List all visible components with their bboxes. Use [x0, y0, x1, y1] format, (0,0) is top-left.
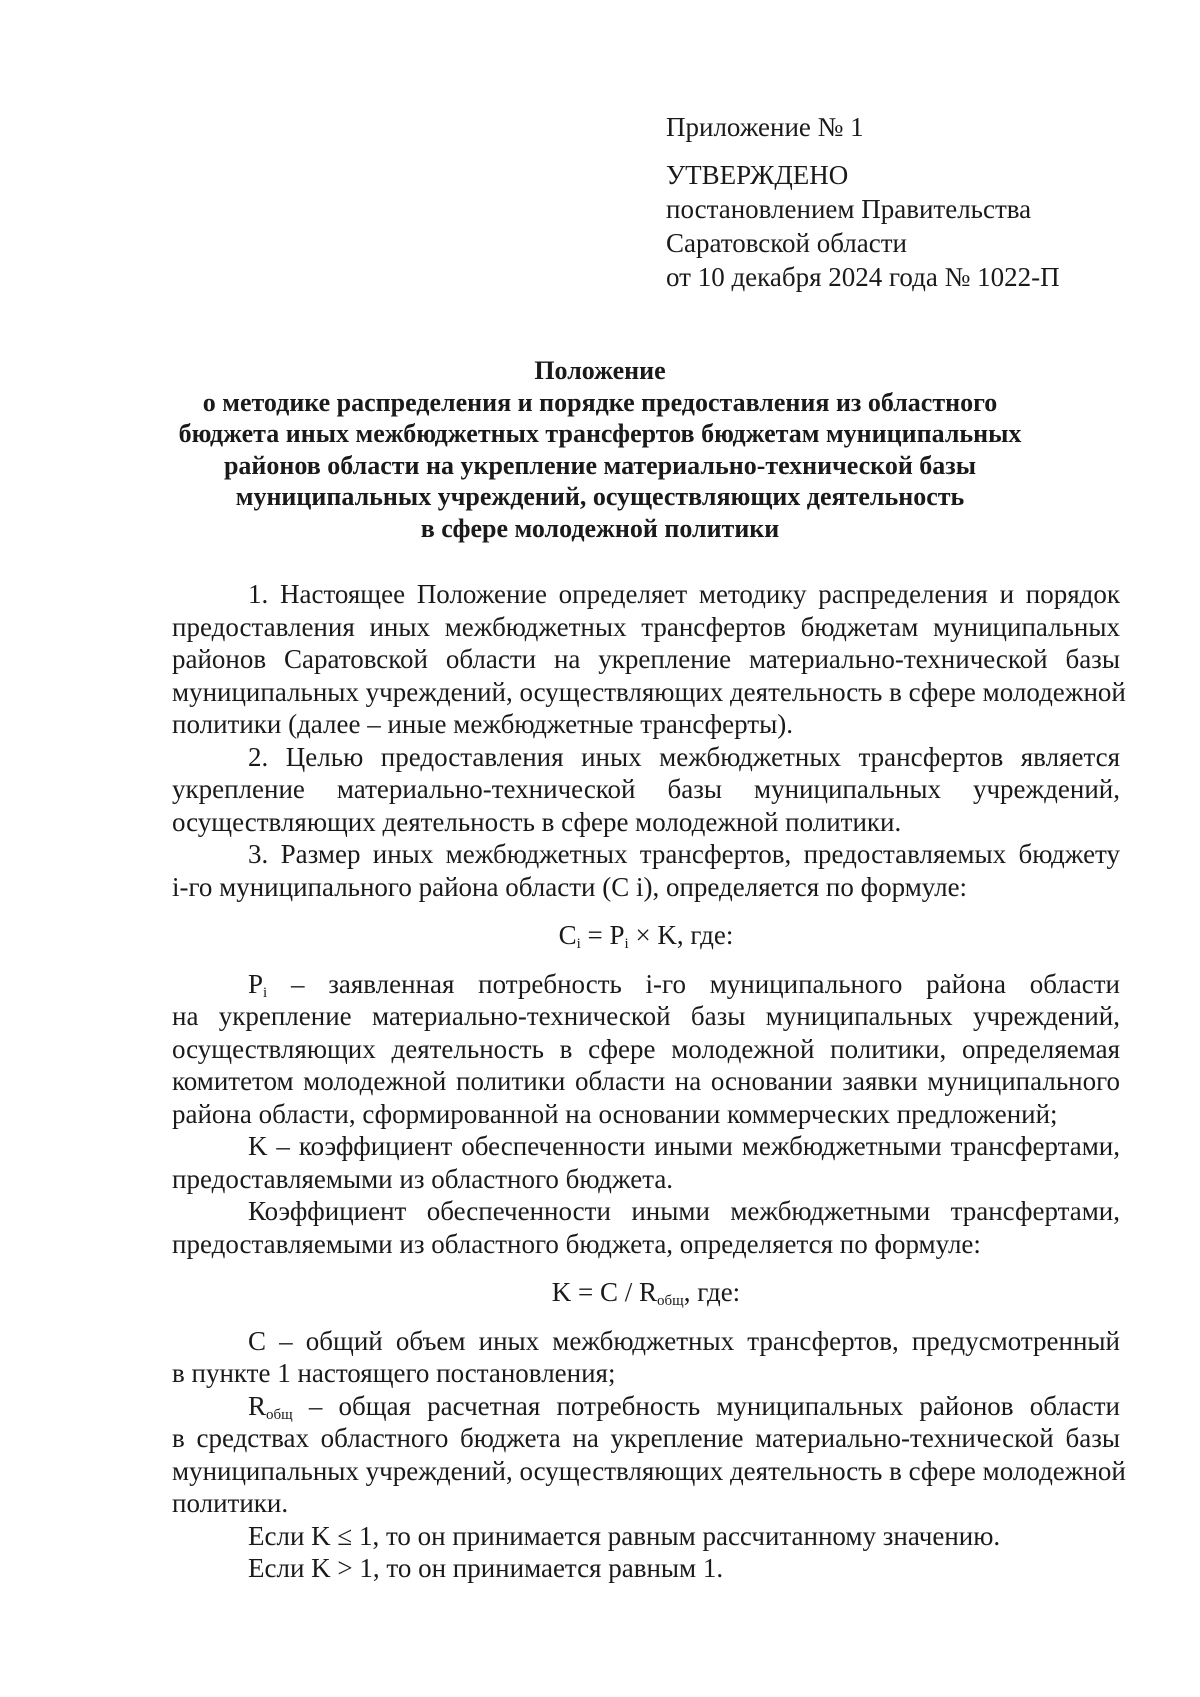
formula-k: [172, 1276, 1120, 1309]
paragraph-c-definition: [172, 1325, 1120, 1390]
approval-line-3: от 10 декабря 2024 года № 1022-П: [666, 262, 1060, 292]
text-line: политики (далее – иные межбюджетные трансферты).: [172, 709, 793, 739]
pi-subscript: i: [263, 984, 268, 1001]
text-line: в пункте 1 настоящего постановления;: [172, 1358, 616, 1388]
title-line: в сфере молодежной политики: [420, 513, 780, 543]
paragraph-3: [172, 838, 1120, 903]
r-definition-text: – общая расчетная потребность муниципальных районов области: [292, 1390, 1120, 1421]
title-line: о методике распределения и порядке предоставления из областного: [202, 387, 998, 417]
text-line: предоставляемыми из областного бюджета, определяется по формуле:: [172, 1228, 981, 1259]
paragraph-r-definition: [172, 1390, 1126, 1520]
formula-p-subscript: i: [624, 936, 629, 952]
title-line: районов области на укрепление материально-технической базы: [223, 450, 977, 480]
document-title: [150, 355, 1050, 544]
text-line: Если K ≤ 1, то он принимается равным рассчитанному значению.: [248, 1520, 1001, 1551]
paragraph-pi-definition: [172, 968, 1120, 1131]
approval-line-2: Саратовской области: [666, 228, 907, 258]
text-line: осуществляющих деятельность в сфере молодежной политики.: [172, 806, 902, 837]
approved-stamp-text: УТВЕРЖДЕНО: [666, 160, 849, 190]
text-line: C – общий объем иных межбюджетных трансфертов, предусмотренный: [248, 1325, 1120, 1356]
paragraph-2: [172, 741, 1120, 839]
paragraph-k-definition: [172, 1130, 1120, 1195]
formula-rest: × K, где:: [628, 920, 734, 950]
formula-c: C: [558, 920, 577, 950]
title-line: бюджета иных межбюджетных трансфертов бюджетам муниципальных: [178, 419, 1022, 448]
formula-ci: [172, 919, 1120, 952]
formula-eq-p: = P: [580, 920, 625, 950]
pi-definition-text: – заявленная потребность i-го муниципального района области: [267, 968, 1120, 999]
text-line: Коэффициент обеспеченности иными межбюджетными трансфертами,: [248, 1196, 1120, 1226]
text-line: осуществляющих деятельность в сфере молодежной политики, определяемая: [172, 1033, 1120, 1064]
formula-k-rest: , где:: [683, 1277, 741, 1307]
approval-block: [666, 110, 1146, 294]
text-line: K – коэффициент обеспеченности иными межбюджетными трансфертами,: [248, 1131, 1120, 1161]
text-line: предоставления иных межбюджетных трансфертов бюджетам муниципальных: [172, 611, 1120, 642]
text-line: муниципальных учреждений, осуществляющих деятельность в сфере молодежной: [172, 676, 1126, 707]
annex-number: Приложение № 1: [666, 112, 864, 142]
text-line: 2. Целью предоставления иных межбюджетных трансфертов является: [248, 741, 1120, 772]
text-line: 3. Размер иных межбюджетных трансфертов, предоставляемых бюджету: [248, 839, 1120, 869]
text-line: предоставляемыми из областного бюджета.: [172, 1163, 674, 1194]
r-symbol: R: [248, 1390, 267, 1421]
text-line: i-го муниципального района области (C i), определяется по формуле:: [172, 871, 968, 902]
text-line: укрепление материально-технической базы муниципальных учреждений,: [172, 774, 1120, 804]
text-line: 1. Настоящее Положение определяет методику распределения и порядок: [248, 579, 1120, 609]
text-line: района области, сформированной на основании коммерческих предложений;: [172, 1098, 1058, 1129]
approval-line-1: постановлением Правительства: [666, 194, 1032, 224]
text-line: [172, 968, 1120, 1001]
paragraph-1: [172, 578, 1126, 741]
text-line: муниципальных учреждений, осуществляющих деятельность в сфере молодежной: [172, 1455, 1126, 1486]
text-line: в средствах областного бюджета на укрепление материально-технической базы: [172, 1423, 1120, 1453]
pi-symbol: P: [248, 968, 264, 999]
title-heading: Положение: [534, 356, 666, 385]
formula-k-lead: K = C / R: [551, 1277, 658, 1307]
text-line: комитетом молодежной политики области на основании заявки муниципального: [172, 1066, 1120, 1096]
document-body: [172, 578, 1126, 1585]
text-line: Если K > 1, то он принимается равным 1.: [248, 1553, 724, 1583]
paragraph-k-le-1: [172, 1520, 1120, 1553]
text-line: районов Саратовской области на укрепление материально-технической базы: [172, 644, 1120, 674]
paragraph-k-gt-1: [172, 1552, 1120, 1585]
text-line: политики.: [172, 1488, 289, 1518]
formula-c-subscript: i: [576, 936, 581, 952]
paragraph-k-formula-intro: [172, 1195, 1120, 1260]
text-line: на укрепление материально-технической базы муниципальных учреждений,: [172, 1001, 1120, 1031]
text-line: [172, 1390, 1120, 1423]
title-line: муниципальных учреждений, осуществляющих деятельность: [235, 482, 965, 511]
r-subscript: общ: [266, 1406, 293, 1423]
formula-k-subscript: общ: [657, 1293, 684, 1309]
